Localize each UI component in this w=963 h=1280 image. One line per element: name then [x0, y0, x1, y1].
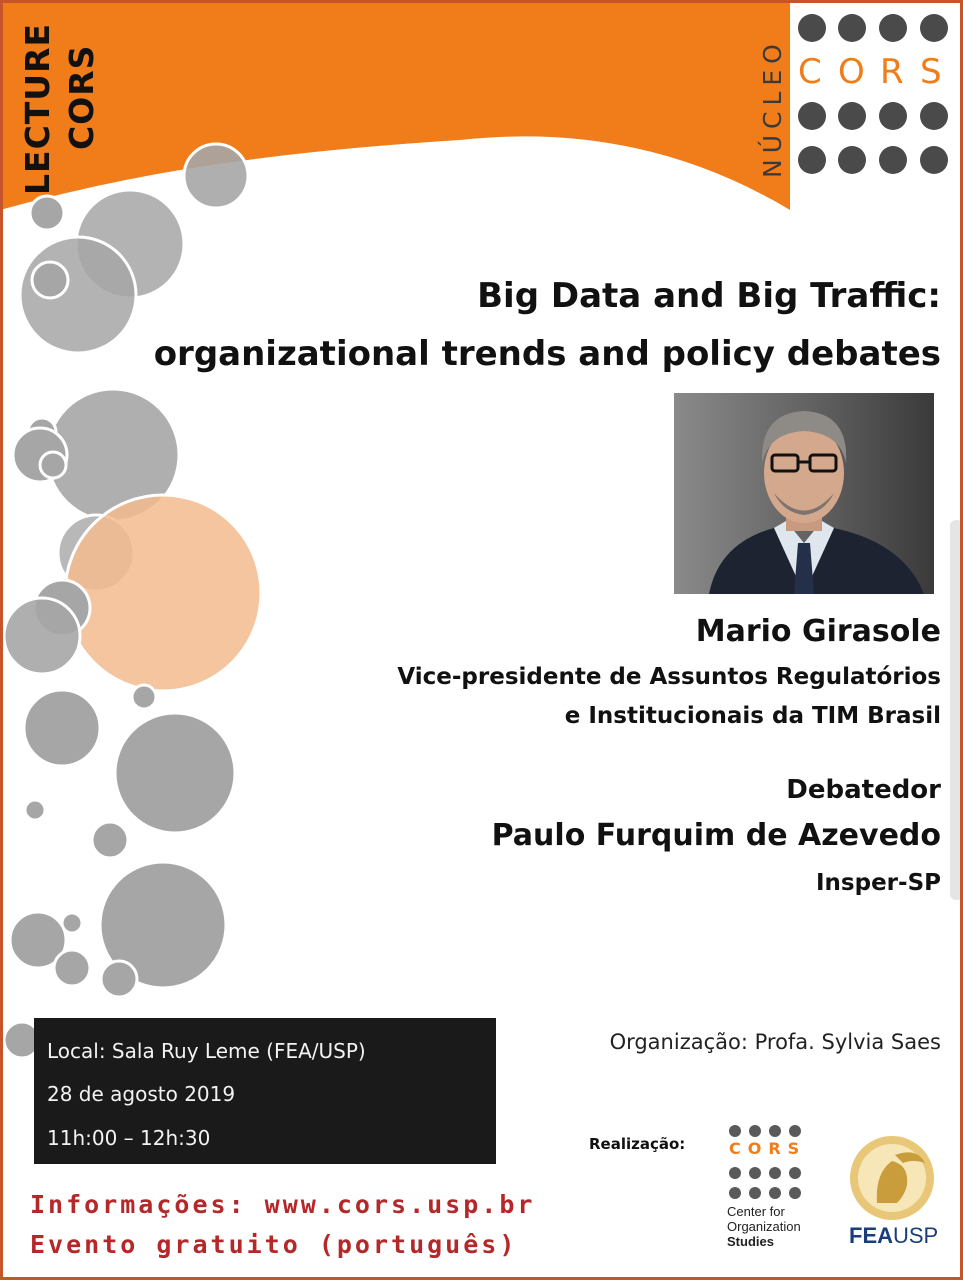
footer-event-note: Evento gratuito (português): [30, 1230, 518, 1259]
fea-usp-logo: [847, 1133, 942, 1248]
fea-usp-wordmark: [849, 1223, 938, 1249]
orange-header-swoosh: [0, 0, 790, 210]
usp-text: USP: [893, 1223, 939, 1248]
debater-affiliation: Insper-SP: [816, 870, 941, 896]
cors-header-dots: [798, 14, 948, 174]
bubble-cluster: [4, 144, 261, 1058]
logo-letter-c: C: [798, 52, 822, 92]
debate-label: Debatedor: [786, 775, 941, 805]
event-date: 28 de agosto 2019: [47, 1082, 236, 1106]
cors-small-dots: [725, 1122, 815, 1202]
speaker-name: Mario Girasole: [695, 614, 941, 649]
nucleo-label: [758, 38, 898, 207]
event-details-box: [34, 1018, 496, 1164]
lecture-label: [18, 20, 101, 200]
logo-letter-s: S: [920, 52, 942, 92]
fea-emblem-icon: [847, 1133, 937, 1223]
logo-letter-o: O: [838, 52, 865, 92]
cors-small-logo: [725, 1122, 815, 1257]
fea-text: FEA: [849, 1223, 893, 1248]
speaker-photo: [674, 393, 934, 594]
cos-wordmark: [727, 1204, 801, 1249]
title-line-1: Big Data and Big Traffic:: [477, 276, 941, 316]
edge-tab: [950, 520, 963, 900]
lecture-word: LECTURE: [18, 22, 57, 195]
cos-line-2: Organization: [727, 1219, 801, 1234]
cors-small-letters: CORS: [729, 1139, 807, 1158]
debater-name: Paulo Furquim de Azevedo: [491, 818, 941, 853]
nucleo-word: NÚCLEO: [758, 38, 787, 178]
event-location: Local: Sala Ruy Leme (FEA/USP): [47, 1039, 366, 1063]
title-line-2: organizational trends and policy debates: [153, 334, 941, 374]
cors-vertical-word: CORS: [62, 44, 101, 150]
cors-header-letters: [798, 52, 958, 92]
organization-credit: Organização: Profa. Sylvia Saes: [609, 1030, 941, 1054]
cos-line-1: Center for: [727, 1204, 785, 1219]
logo-letter-r: R: [880, 52, 904, 92]
speaker-role-line-1: Vice-presidente de Assuntos Regulatórios: [397, 664, 941, 690]
footer-info-link[interactable]: Informações: www.cors.usp.br: [30, 1190, 536, 1219]
realizacao-label: Realização:: [589, 1135, 686, 1153]
cos-line-3: Studies: [727, 1234, 774, 1249]
speaker-role-line-2: e Institucionais da TIM Brasil: [564, 703, 941, 729]
event-time: 11h:00 – 12h:30: [47, 1126, 211, 1150]
